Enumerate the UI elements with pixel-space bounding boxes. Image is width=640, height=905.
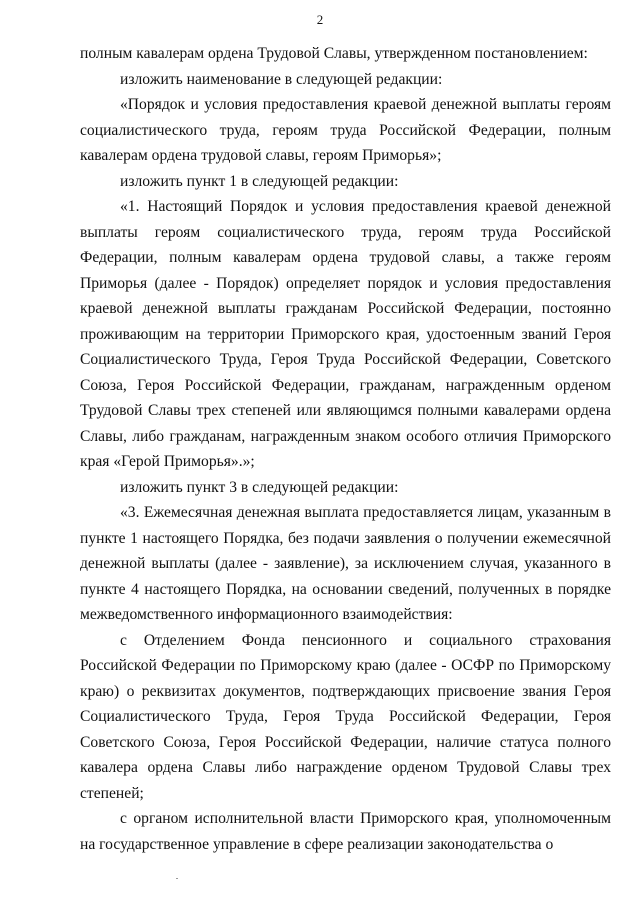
paragraph-new-title: «Порядок и условия предоставления краевой денежной выплаты героям социалистического труда, героям труда Российской Федерации, полным кавалерам ордена трудовой славы, героям Приморья»; — [80, 96, 611, 164]
paragraph-intro-continuation: полным кавалерам ордена Трудовой Славы, утвержденном постановлением: — [80, 45, 588, 62]
paragraph-item-3-text: «3. Ежемесячная денежная выплата предоставляется лицам, указанным в пункте 1 настоящего Порядка, без подачи заявления о получении ежемесячной денежной выплаты (далее - заявление), за исключением случая, указанного в пункте 4 настоящего Порядка, на основании сведений, полученных в порядке межведомственного информационного взаимодействия: — [80, 504, 611, 623]
document-body — [80, 41, 611, 857]
paragraph-item-1-text: «1. Настоящий Порядок и условия предоставления краевой денежной выплаты героям социалистического труда, героям труда Российской Федерации, полным кавалерам ордена трудовой славы, а также героям Приморья (далее - Порядок) определяет порядок и условия предоставления краевой денежной выплаты гражданам Российской Федерации, постоянно проживающим на территории Приморского края, удостоенным званий Героя Социалистического Труда, Героя Труда Российской Федерации, Советского Союза, Героя Российской Федерации, гражданам, награжденным орденом Трудовой Славы трех степеней или являющимся полными кавалерами ордена Славы, либо гражданам, награжденным знаком особого отличия Приморского края «Герой Приморья».»; — [80, 198, 611, 470]
paragraph-amend-item-3: изложить пункт 3 в следующей редакции: — [120, 478, 399, 496]
scan-artifact — [176, 878, 178, 879]
paragraph-osfr: с Отделением Фонда пенсионного и социального страхования Российской Федерации по Приморскому краю (далее - ОСФР по Приморскому краю) о реквизитах документов, подтверждающих присвоение звания Героя Социалистического Труда, Героя Труда Российской Федерации, Героя Советского Союза, Героя Российской Федерации, наличие статуса полного кавалера ордена Славы либо награждение орденом Трудовой Славы трех степеней; — [80, 631, 611, 802]
paragraph-executive-body: с органом исполнительной власти Приморского края, уполномоченным на государственное управление в сфере реализации законодательства о — [80, 810, 611, 853]
page-number: 2 — [316, 12, 324, 27]
paragraph-amend-title: изложить наименование в следующей редакции: — [120, 70, 443, 88]
paragraph-amend-item-1: изложить пункт 1 в следующей редакции: — [120, 172, 399, 190]
